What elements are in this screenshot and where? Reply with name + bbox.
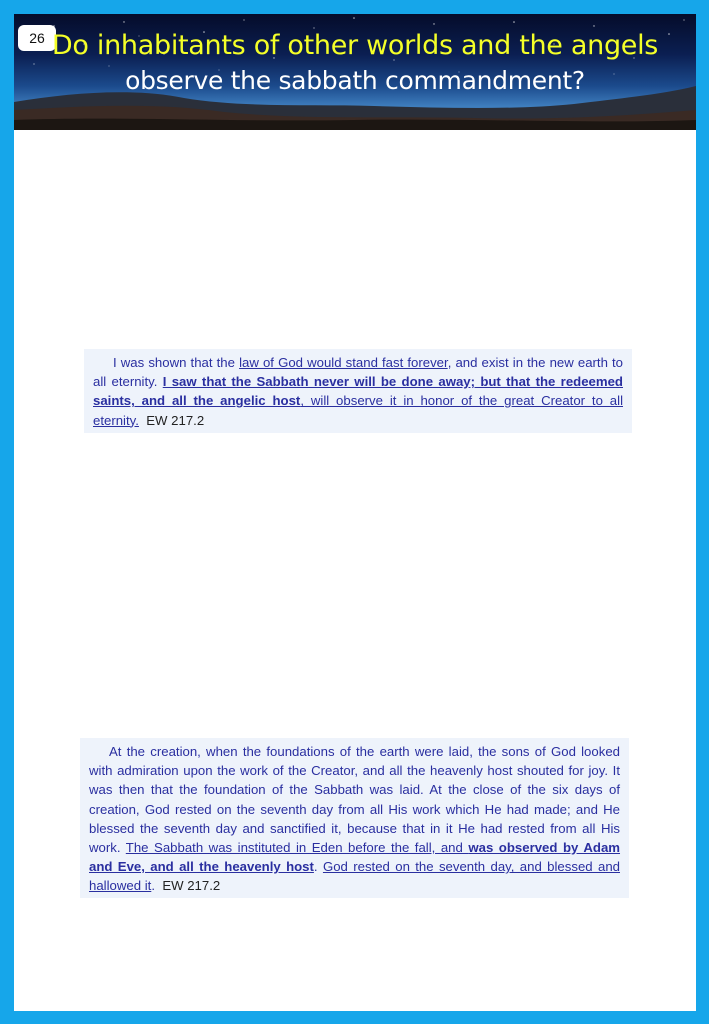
page	[14, 14, 696, 1011]
quote-reference: EW 217.2	[162, 878, 221, 894]
quote-text: At the creation, when the foundations of the earth were laid, the sons of God looked with admiration upon the work of the Creator, and all the heavenly host shouted for joy. It was then that the foundation of the Sabbath was laid. At the close of the six days of creation, God rested on the seventh day from all His work which He had made; and He blessed the seventh day and sanctified it, because that in it He had rested from all His work.	[89, 744, 620, 856]
quote-emphasized-text: I saw that the Sabbath never will be done away; but that the redeemed saints, and all the angelic host	[93, 374, 623, 409]
page-title-line-2: observe the sabbath commandment?	[125, 66, 585, 95]
quote-text: .	[313, 859, 323, 875]
page-title-line-1: Do inhabitants of other worlds and the angels	[51, 30, 659, 61]
quote-underlined-text: law of God would stand fast forever	[239, 355, 448, 370]
quote-emphasized-text: was observed by Adam and Eve, and all the heavenly host	[89, 840, 621, 875]
quote-underlined-text: The Sabbath was instituted in Eden before the fall, and	[125, 840, 469, 856]
quote-reference: EW 217.2	[146, 412, 205, 428]
quote-block-2	[80, 738, 629, 898]
page-number-badge: 26	[18, 25, 56, 51]
quote-text: , and exist in the new earth to all eternity.	[93, 355, 624, 390]
quote-underlined-text: , will observe it in honor of the great Creator to all eternity.	[93, 393, 623, 428]
quote-underlined-text: God rested on the seventh day, and blessed and hallowed it	[89, 859, 620, 894]
quote-text: .	[151, 878, 155, 894]
quote-text: I was shown that the	[113, 355, 240, 370]
header-banner	[14, 14, 696, 130]
quote-block-1	[84, 349, 632, 433]
